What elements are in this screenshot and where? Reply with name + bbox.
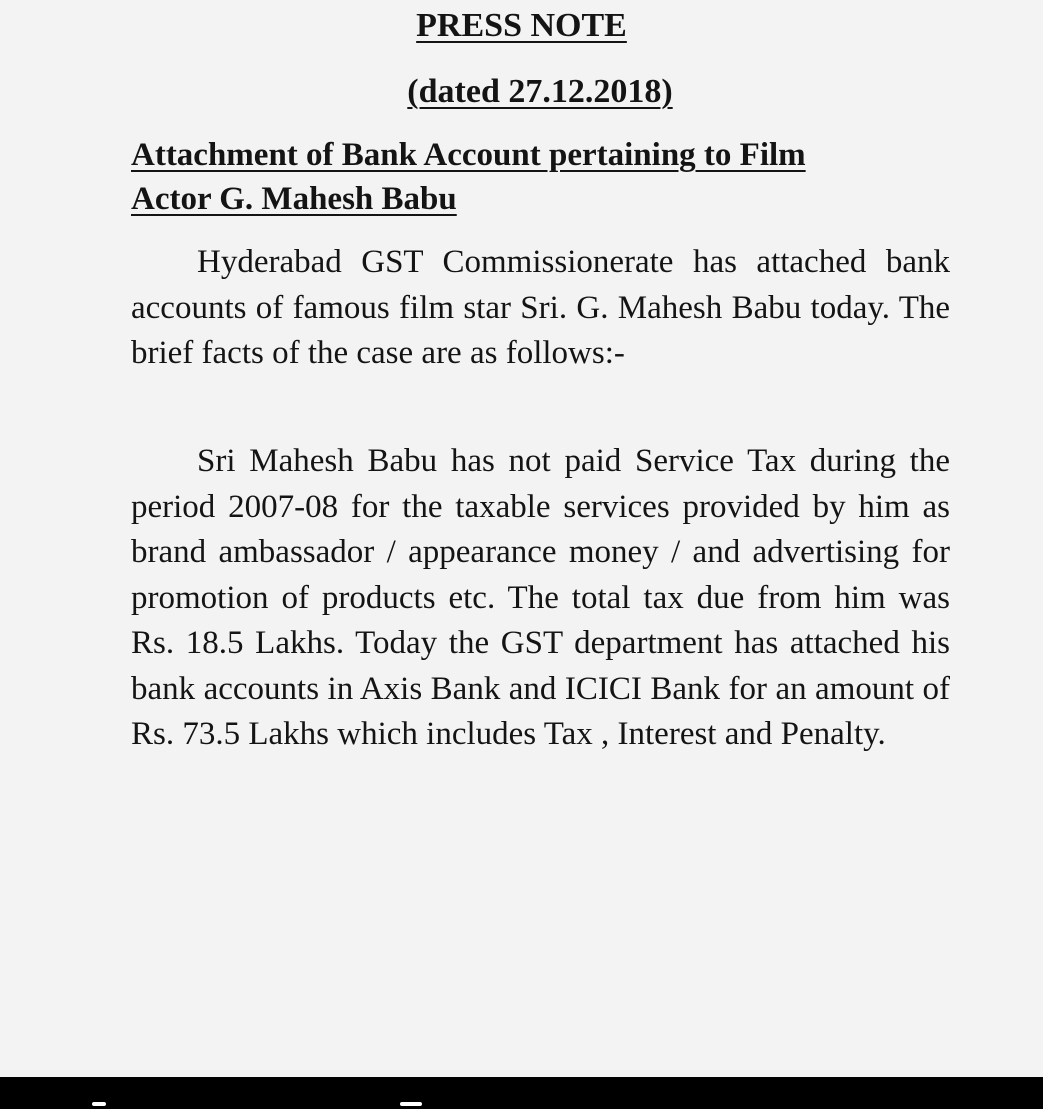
bottom-bar-glyph [92,1102,106,1106]
bottom-bar-glyph [400,1102,422,1106]
subject-line-2: Actor G. Mahesh Babu [131,181,457,217]
paragraph-details: Sri Mahesh Babu has not paid Service Tax during the period 2007-08 for the taxable services provided by him as brand ambassador / appearance money / and advertising for promotion of products etc. The total tax due from him was Rs. 18.5 Lakhs. Today the GST department has attached his bank accounts in Axis Bank and ICICI Bank for an amount of Rs. 73.5 Lakhs which includes Tax , Interest and Penalty. [131,443,950,752]
document-title [0,4,1043,48]
document-date-text: (dated 27.12.2018) [407,73,673,110]
bottom-bar [0,1077,1043,1109]
subject-line-1: Attachment of Bank Account pertaining to Film [131,137,806,173]
paragraph-intro: Hyderabad GST Commissionerate has attached bank accounts of famous film star Sri. G. Mahesh Babu today. The brief facts of the case are as follows:- [131,244,950,371]
document-date [0,70,1043,114]
document-subject [131,133,953,221]
document-title-text: PRESS NOTE [416,7,627,44]
